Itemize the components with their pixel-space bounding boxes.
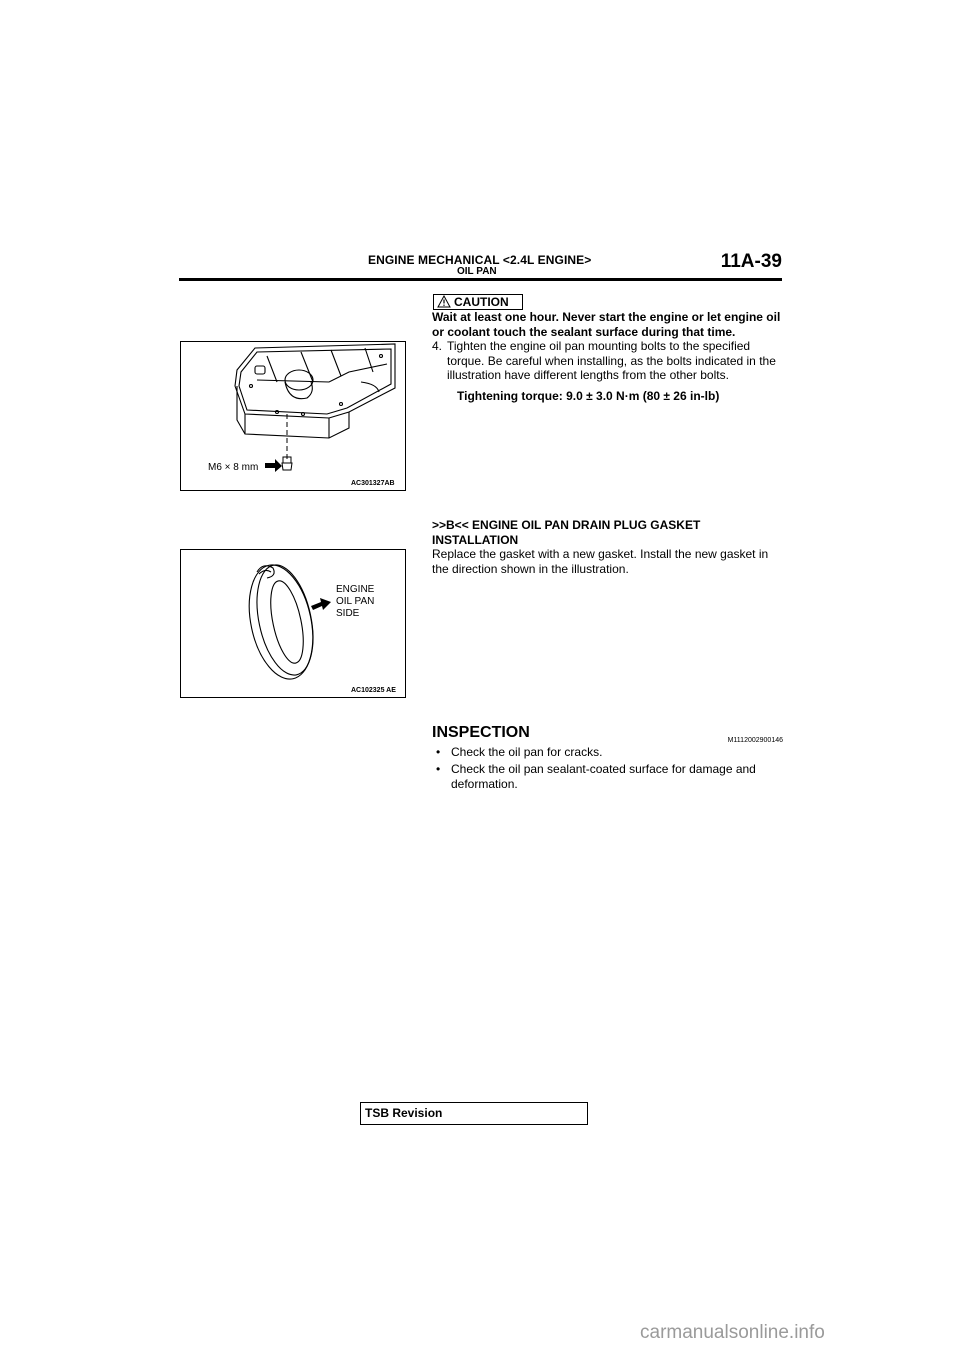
inspection-item: Check the oil pan sealant-coated surface for damage and deformation. <box>451 762 756 791</box>
bolt-size-label: M6 × 8 mm <box>208 462 259 473</box>
gasket-illustration <box>181 550 405 697</box>
subsection-title: OIL PAN <box>457 266 497 277</box>
engine-oil-pan-side-label-2: OIL PAN <box>336 596 375 607</box>
watermark: carmanualsonline.info <box>640 1322 825 1343</box>
step-text: Tighten the engine oil pan mounting bolts to the specified torque. Be careful when installing, as the bolts indicated in the illustration have different lengths from the other bolts. <box>447 339 776 382</box>
inspection-item: Check the oil pan for cracks. <box>451 745 603 759</box>
warning-triangle-icon <box>437 295 451 308</box>
bullet-icon: • <box>436 762 441 776</box>
gasket-heading: >>B<< ENGINE OIL PAN DRAIN PLUG GASKET INSTALLATION <box>432 518 701 547</box>
tsb-revision-box <box>360 1102 588 1125</box>
tsb-revision-label: TSB Revision <box>365 1106 443 1120</box>
engine-oil-pan-side-label-3: SIDE <box>336 608 360 619</box>
caution-badge <box>433 294 523 310</box>
header-rule <box>179 278 782 281</box>
oil-pan-figure <box>180 341 406 491</box>
section-title: ENGINE MECHANICAL <2.4L ENGINE> <box>368 253 592 267</box>
figure-code: AC102325 AE <box>351 687 396 694</box>
torque-spec: Tightening torque: 9.0 ± 3.0 N·m (80 ± 26 in-lb) <box>457 389 720 403</box>
caution-text: Wait at least one hour. Never start the engine or let engine oil or coolant touch the sealant surface during that time. <box>432 310 781 339</box>
bullet-icon: • <box>436 745 441 759</box>
step-number: 4. <box>432 339 443 353</box>
engine-oil-pan-side-label-1: ENGINE <box>336 584 375 595</box>
figure-code: AC301327AB <box>351 480 395 487</box>
gasket-figure <box>180 549 406 698</box>
inspection-heading: INSPECTION <box>432 724 530 741</box>
inspection-code: M1112002900146 <box>727 737 783 744</box>
page-number: 11A-39 <box>720 251 782 272</box>
caution-label: CAUTION <box>454 295 509 309</box>
gasket-text: Replace the gasket with a new gasket. Install the new gasket in the direction shown in the illustration. <box>432 547 769 576</box>
